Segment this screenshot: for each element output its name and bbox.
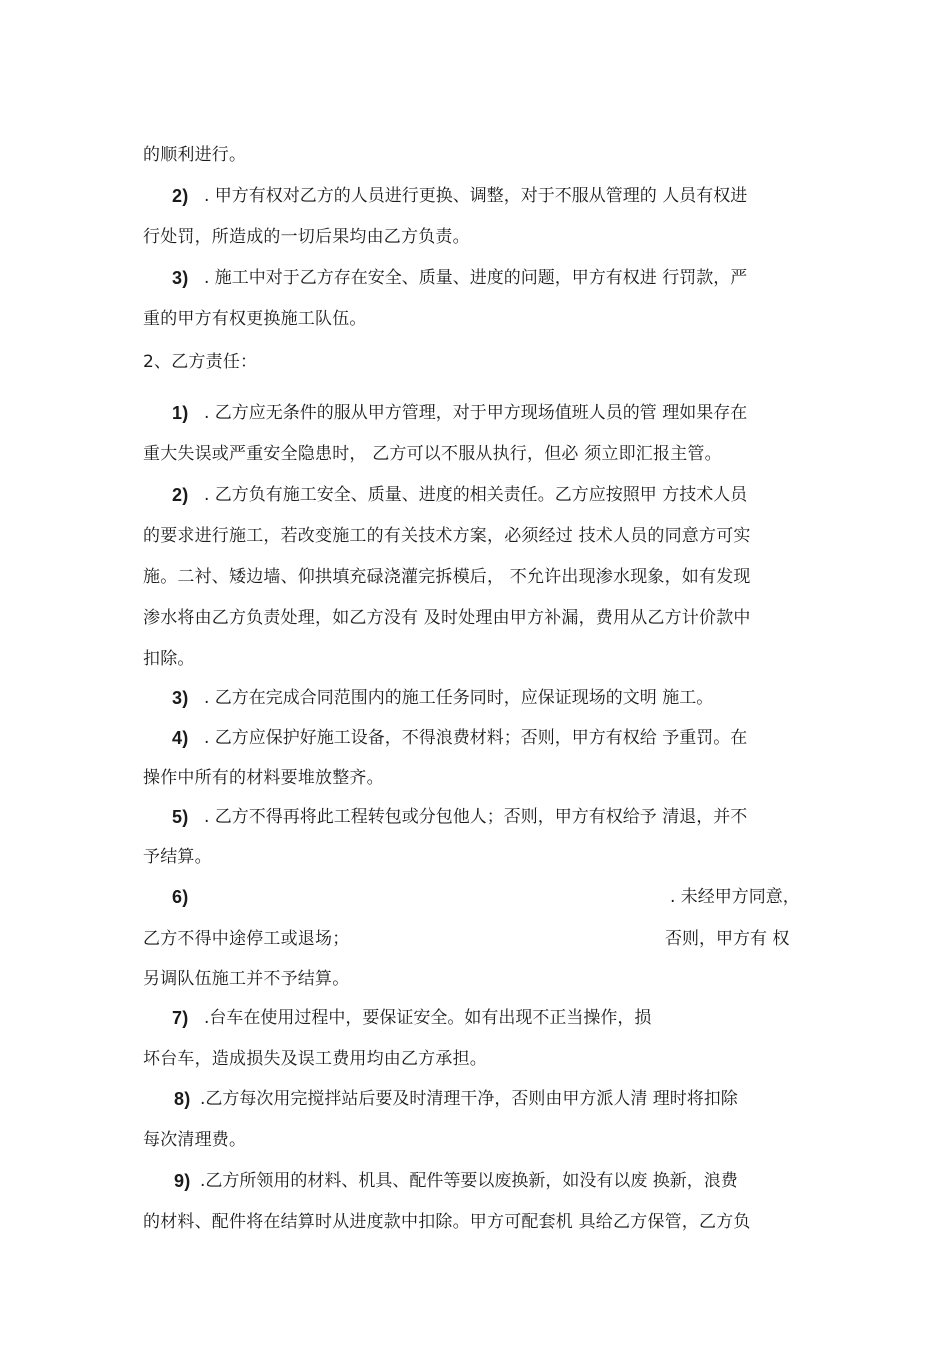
text-line: 另调队伍施工并不予结算。 bbox=[143, 969, 350, 989]
text-line: 坏台车，造成损失及误工费用均由乙方承担。 bbox=[143, 1049, 487, 1069]
text-line: . 未经甲方同意， bbox=[670, 887, 800, 907]
text-line: 乙方不得中途停工或退场； bbox=[143, 929, 350, 949]
item-number: 8) bbox=[174, 1089, 191, 1109]
item-number: 1) bbox=[172, 403, 189, 423]
item-number: 9) bbox=[174, 1171, 191, 1191]
item-number: 6) bbox=[172, 887, 189, 907]
text-line: 否则，甲方有 权 bbox=[665, 929, 790, 949]
text-line: . 乙方应保护好施工设备，不得浪费材料；否则，甲方有权给 予重罚。在 bbox=[204, 728, 748, 748]
text-line: 渗水将由乙方负责处理，如乙方没有 及时处理由甲方补漏，费用从乙方计价款中 bbox=[143, 608, 751, 628]
text-line: . 乙方负有施工安全、质量、进度的相关责任。乙方应按照甲 方技术人员 bbox=[204, 485, 748, 505]
item-number: 3) bbox=[172, 268, 189, 288]
text-line: .乙方所领用的材料、机具、配件等要以废换新，如没有以废 换新，浪费 bbox=[200, 1171, 738, 1191]
text-line: 操作中所有的材料要堆放整齐。 bbox=[143, 768, 384, 788]
text-line: . 施工中对于乙方存在安全、质量、进度的问题，甲方有权进 行罚款，严 bbox=[204, 268, 748, 288]
text-line: . 甲方有权对乙方的人员进行更换、调整，对于不服从管理的 人员有权进 bbox=[204, 186, 748, 206]
item-number: 3) bbox=[172, 688, 189, 708]
text-line: 重大失误或严重安全隐患时， 乙方可以不服从执行，但必 须立即汇报主管。 bbox=[143, 444, 722, 464]
text-line: . 乙方不得再将此工程转包或分包他人；否则，甲方有权给予 清退，并不 bbox=[204, 807, 748, 827]
text-line: .台车在使用过程中，要保证安全。如有出现不正当操作，损 bbox=[204, 1008, 652, 1028]
text-line: 施。二衬、矮边墙、仰拱填充碌浇灌完拆模后， 不允许出现渗水现象，如有发现 bbox=[143, 567, 751, 587]
section-heading: 2、乙方责任： bbox=[143, 352, 258, 372]
text-line: 重的甲方有权更换施工队伍。 bbox=[143, 309, 367, 329]
text-line: 的顺利进行。 bbox=[143, 145, 247, 165]
text-line: . 乙方应无条件的服从甲方管理，对于甲方现场值班人员的管 理如果存在 bbox=[204, 403, 748, 423]
item-number: 2) bbox=[172, 186, 189, 206]
text-line: .乙方每次用完搅拌站后要及时清理干净，否则由甲方派人清 理时将扣除 bbox=[200, 1089, 738, 1109]
text-line: . 乙方在完成合同范围内的施工任务同时，应保证现场的文明 施工。 bbox=[204, 688, 714, 708]
text-line: 予结算。 bbox=[143, 847, 212, 867]
text-line: 的材料、配件将在结算时从进度款中扣除。甲方可配套机 具给乙方保管，乙方负 bbox=[143, 1212, 751, 1232]
text-line: 行处罚，所造成的一切后果均由乙方负责。 bbox=[143, 227, 470, 247]
text-line: 每次清理费。 bbox=[143, 1130, 247, 1150]
item-number: 7) bbox=[172, 1008, 189, 1028]
item-number: 4) bbox=[172, 728, 189, 748]
text-line: 扣除。 bbox=[143, 649, 195, 669]
item-number: 2) bbox=[172, 485, 189, 505]
item-number: 5) bbox=[172, 807, 189, 827]
text-line: 的要求进行施工，若改变施工的有关技术方案，必须经过 技术人员的同意方可实 bbox=[143, 526, 751, 546]
